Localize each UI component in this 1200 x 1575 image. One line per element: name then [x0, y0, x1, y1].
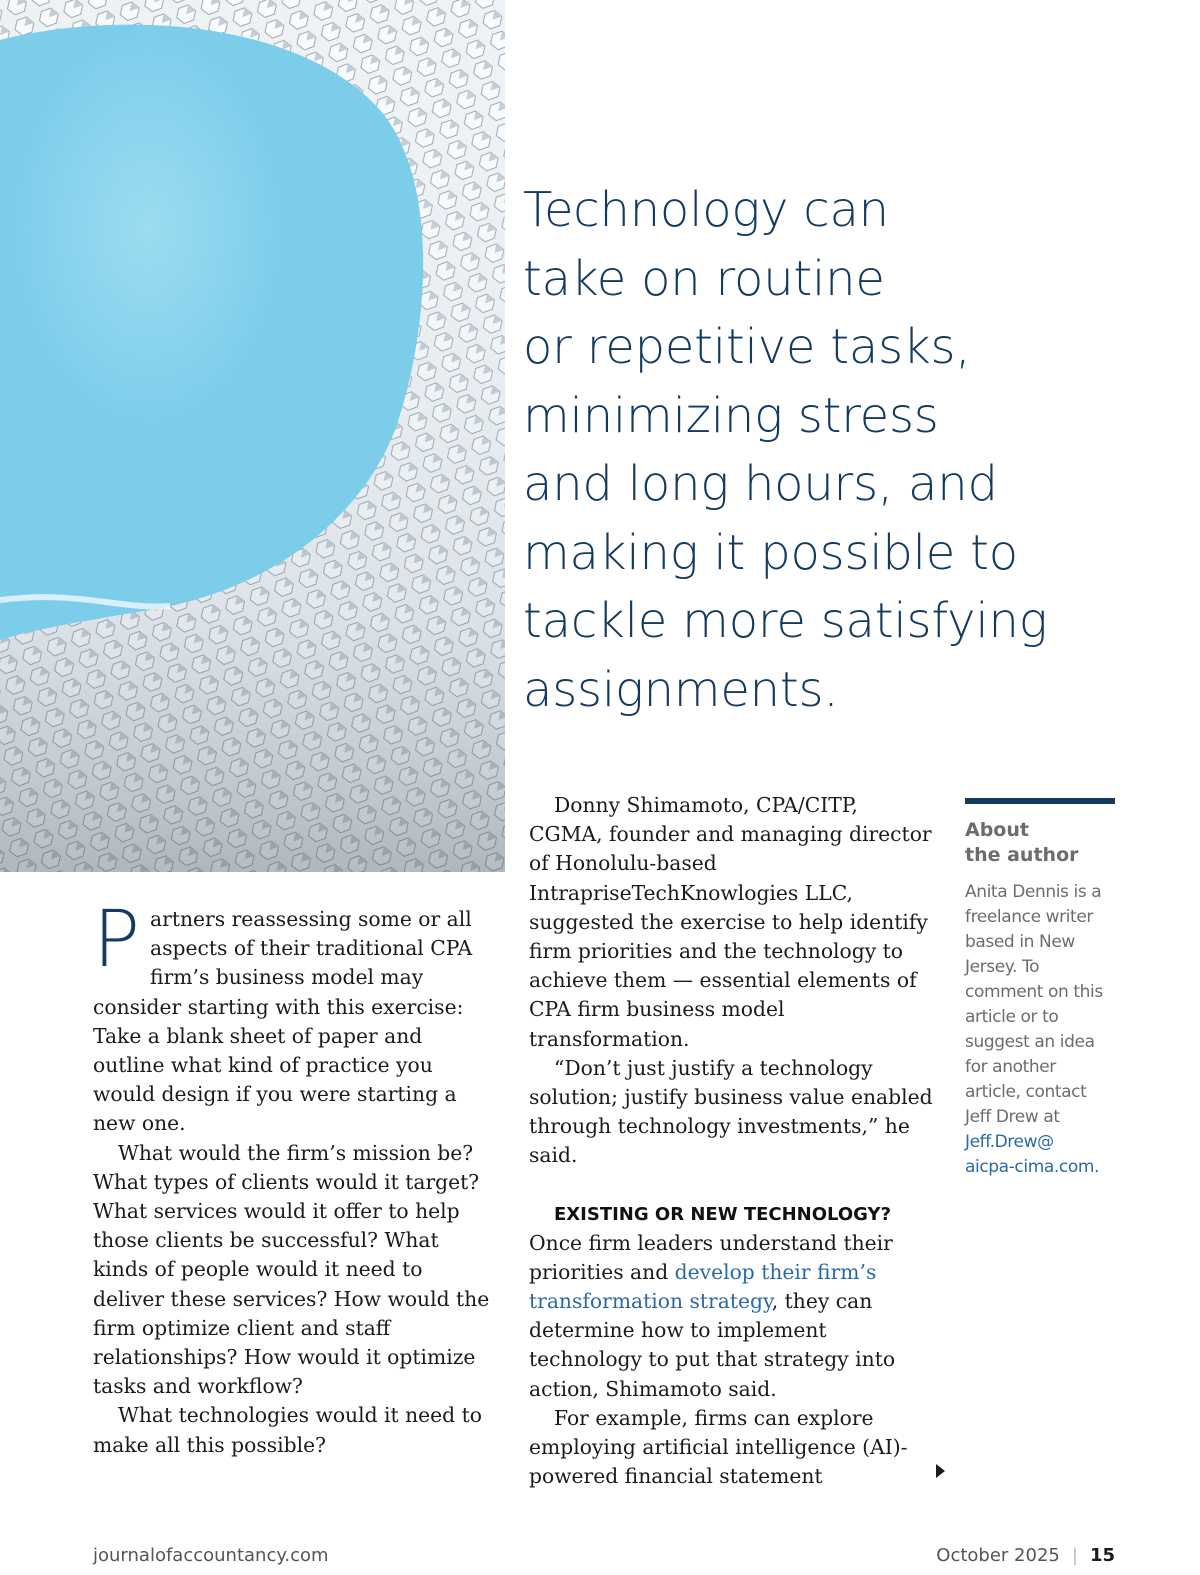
article-column-2: [529, 791, 934, 1491]
section-subhead: EXISTING OR NEW TECHNOLOGY?: [554, 1203, 892, 1225]
pull-quote-line: making it possible to: [523, 524, 1018, 581]
hero-image: [0, 0, 505, 872]
pull-quote-line: Technology can: [523, 182, 889, 238]
article-paragraph: Once firm leaders understand their priorities and develop their firm’s transformation strategy, they can determine how to implement technology to put that strategy into action, Shimamoto said.: [529, 1230, 896, 1401]
article-paragraph: “Don’t just justify a technology solution; justify business value enabled through technology investments,” he said.: [529, 1055, 933, 1168]
pull-quote-line: and long hours, and: [523, 456, 998, 512]
author-contact-email-link[interactable]: Jeff.Drew@ aicpa-cima.com.: [965, 1132, 1099, 1177]
pull-quote-line: assignments.: [523, 661, 839, 718]
pull-quote: [523, 176, 1083, 724]
footer-separator: |: [1071, 1545, 1078, 1566]
footer-page-info: [936, 1545, 1115, 1566]
article-paragraph: What would the firm’s mission be? What types of clients would it target? What services would it offer to help those clients be successful? What kinds of people would it need to deliver these services? How would the firm optimize client and staff relationships? How would it optimize tasks and workflow?: [93, 1140, 490, 1399]
continue-arrow-icon: [936, 1464, 945, 1478]
footer-site: journalofaccountancy.com: [93, 1545, 329, 1566]
author-bio: Anita Dennis is a freelance writer based in New Jersey. To comment on this article or to suggest an idea for another article, contact Jeff Drew at Jeff.Drew@ aicpa-cima.com.: [965, 880, 1115, 1180]
article-column-1: [93, 895, 493, 1460]
sidebar-title: About the author: [965, 819, 1079, 866]
drop-cap: P: [93, 895, 141, 985]
sidebar-rule: [965, 798, 1115, 804]
pull-quote-line: minimizing stress: [523, 387, 939, 444]
facade-pattern: [0, 0, 505, 872]
pull-quote-line: tackle more satisfying: [523, 593, 1048, 649]
footer-date: October 2025: [936, 1545, 1060, 1566]
pull-quote-line: take on routine: [523, 250, 885, 307]
about-author-box: [965, 798, 1115, 1180]
article-paragraph: Donny Shimamoto, CPA/CITP, CGMA, founder and managing director of Honolulu-based IntrapriseTechKnowlogies LLC, suggested the exercise to help identify firm priorities and the technology to achieve them — essential elements of CPA firm business model transformation.: [529, 793, 932, 1051]
page-number: 15: [1089, 1545, 1115, 1566]
article-paragraph: What technologies would it need to make all this possible?: [93, 1403, 482, 1457]
transformation-strategy-link[interactable]: develop their firm’s transformation strategy: [529, 1259, 877, 1314]
article-paragraph: For example, firms can explore employing artificial intelligence (AI)-powered financial statement: [529, 1405, 908, 1489]
article-paragraph: Partners reassessing some or all aspects of their traditional CPA firm’s business model may consider starting with this exercise: Take a blank sheet of paper and outline what kind of practice you would design if you were starting a new one.: [93, 895, 473, 1136]
pull-quote-line: or repetitive tasks,: [523, 319, 971, 375]
